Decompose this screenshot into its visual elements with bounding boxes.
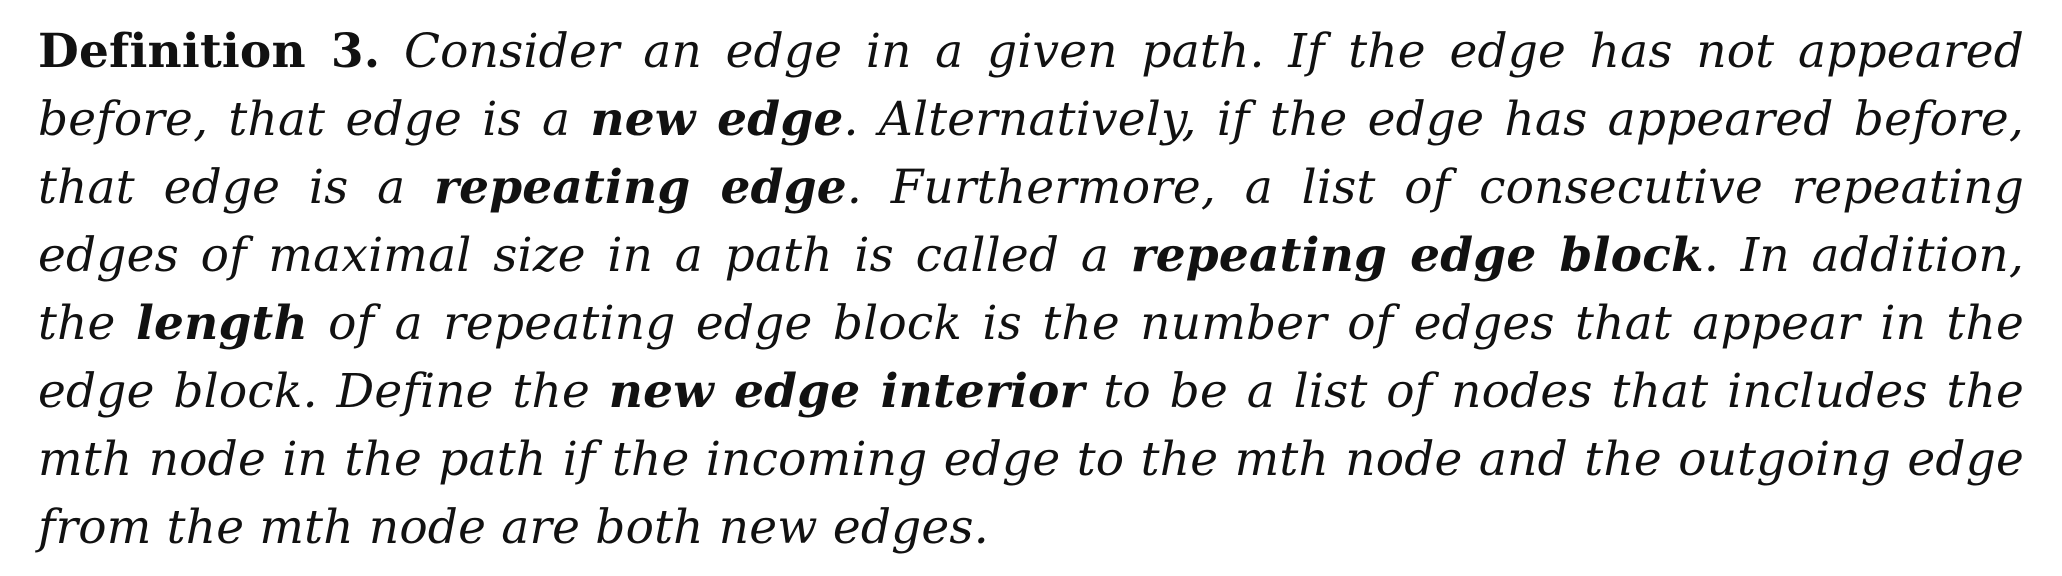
term-length: length: [135, 296, 308, 351]
definition-paragraph: [38, 18, 2024, 562]
term-repeating-edge: repeating edge: [434, 160, 847, 215]
definition-text: . Alternatively, if the edge has appeared before, that edge is a: [38, 92, 2024, 215]
definition-text: to be a list of nodes that includes the mth node in the path if the incoming edge to the mth node and the outgoing edge from the mth node are both new edges.: [38, 364, 2024, 555]
definition-label: Definition 3.: [38, 24, 381, 79]
definition-text: . In addition, the: [38, 228, 2024, 351]
term-repeating-edge-block: repeating edge block: [1130, 228, 1704, 283]
definition-text: . Furthermore, a list of consecutive repeating edges of maximal size in a path is called a: [38, 160, 2024, 283]
term-new-edge: new edge: [590, 92, 844, 147]
term-new-edge-interior: new edge interior: [608, 364, 1085, 419]
definition-text: of a repeating edge block is the number of edges that appear in the edge block. Define the: [38, 296, 2024, 419]
definition-text: Consider an edge in a given path. If the edge has not appeared before, that edge is a: [38, 24, 2024, 147]
